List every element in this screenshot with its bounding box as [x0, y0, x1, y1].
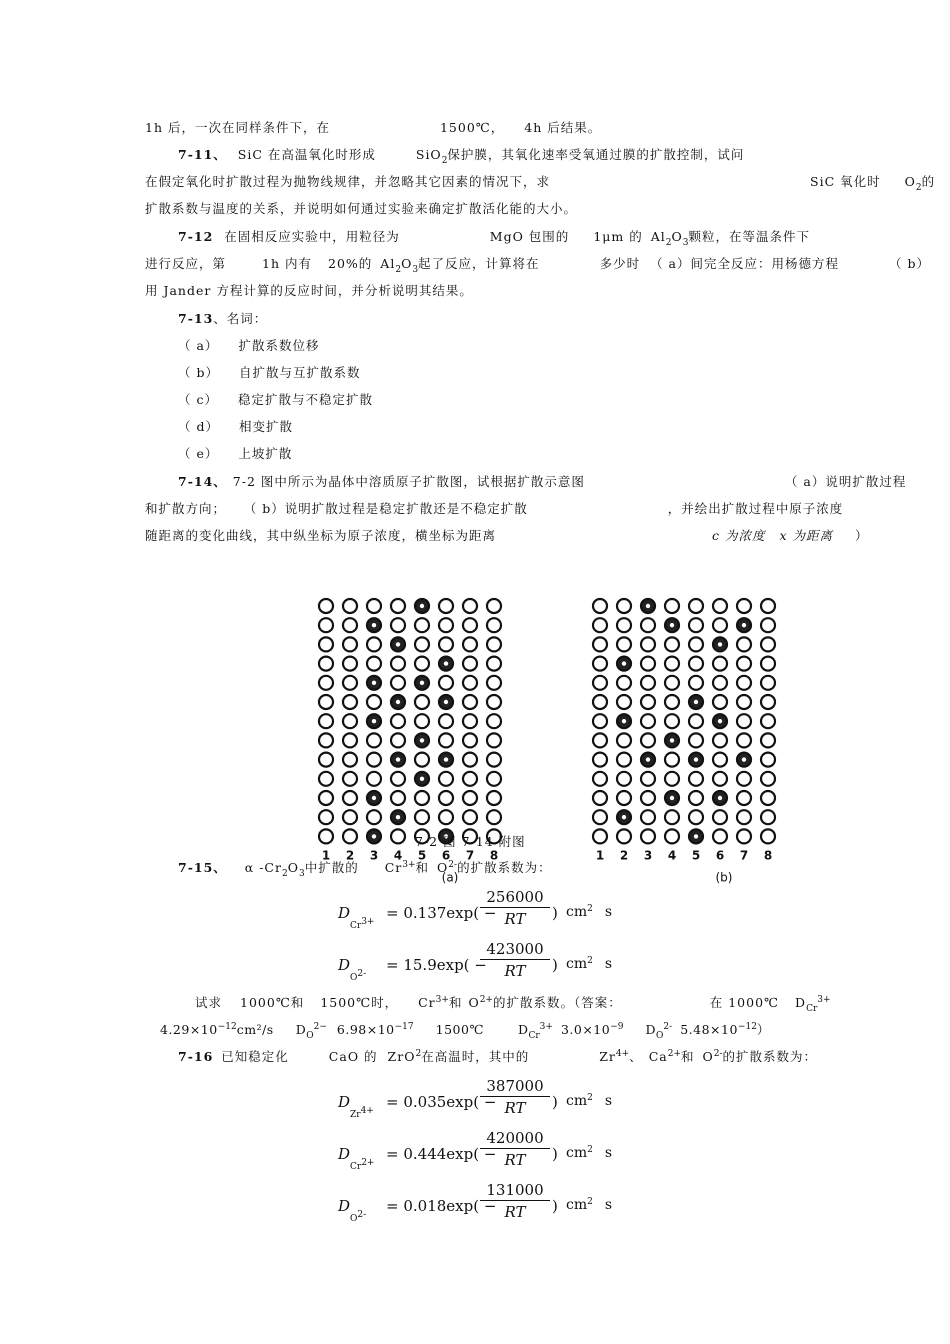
solvent-atom	[761, 753, 775, 767]
solvent-atom	[665, 829, 679, 843]
solute-atom-highlight	[694, 757, 698, 761]
eq-post: )	[552, 956, 558, 974]
solvent-atom	[689, 791, 703, 805]
solvent-atom	[689, 657, 703, 671]
eq-pre: = 0.444exp( −	[386, 1145, 497, 1163]
solvent-atom	[463, 791, 477, 805]
solvent-atom	[737, 599, 751, 613]
solvent-atom	[487, 676, 501, 690]
solvent-atom	[319, 733, 333, 747]
column-number: 8	[489, 848, 499, 863]
solvent-atom	[439, 791, 453, 805]
solute-atom-highlight	[396, 642, 400, 646]
solvent-atom	[343, 618, 357, 632]
solvent-atom	[617, 676, 631, 690]
solvent-atom	[415, 791, 429, 805]
solvent-atom	[665, 753, 679, 767]
solvent-atom	[487, 618, 501, 632]
solvent-atom	[463, 753, 477, 767]
solvent-atom	[463, 810, 477, 824]
problem-7-11-line3: 扩散系数与温度的关系，并说明如何通过实验来确定扩散活化能的大小。	[145, 201, 578, 216]
solvent-atom	[391, 676, 405, 690]
column-number: 2	[345, 848, 355, 863]
solvent-atom	[463, 618, 477, 632]
eq-fraction: $\frac{420000}{RT}$	[480, 1129, 550, 1169]
column-number: 2	[619, 848, 629, 863]
solvent-atom	[689, 599, 703, 613]
subfigure-label: (a)	[441, 870, 459, 885]
solvent-atom	[463, 599, 477, 613]
column-number: 1	[321, 848, 331, 863]
problem-7-14-line2: 和扩散方向； （ b）说明扩散过程是稳定扩散还是不稳定扩散 ，并绘出扩散过程中原子浓度	[145, 501, 844, 516]
solvent-atom	[593, 695, 607, 709]
solvent-atom	[617, 791, 631, 805]
solvent-atom	[617, 829, 631, 843]
solvent-atom	[439, 599, 453, 613]
solvent-atom	[367, 695, 381, 709]
solute-atom-highlight	[670, 738, 674, 742]
solvent-atom	[665, 772, 679, 786]
problem-7-15-question: 试求 1000℃和 1500℃时， $Cr^{3+}$和 $O^{2+}$的扩散系数。（答案： 在 1000℃ $D_{Cr}^{3+}$	[195, 995, 831, 1014]
solute-atom-highlight	[444, 700, 448, 704]
solvent-atom	[761, 618, 775, 632]
solvent-atom	[391, 618, 405, 632]
column-number: 7	[465, 848, 475, 863]
solvent-atom	[737, 714, 751, 728]
eq-post: )	[552, 1197, 558, 1215]
solvent-atom	[737, 791, 751, 805]
solvent-atom	[391, 599, 405, 613]
solute-atom-highlight	[718, 719, 722, 723]
solvent-atom	[665, 599, 679, 613]
subfigure-label: (b)	[715, 870, 733, 885]
column-number: 8	[763, 848, 773, 863]
solvent-atom	[439, 676, 453, 690]
eq-pre: = 0.137exp( −	[386, 904, 497, 922]
solvent-atom	[617, 733, 631, 747]
eq-d: D	[338, 904, 351, 922]
solvent-atom	[641, 714, 655, 728]
solvent-atom	[391, 772, 405, 786]
solvent-atom	[761, 676, 775, 690]
solvent-atom	[415, 810, 429, 824]
solvent-atom	[617, 618, 631, 632]
solvent-atom	[463, 657, 477, 671]
eq-pre: = 15.9exp( −	[386, 956, 487, 974]
solvent-atom	[689, 772, 703, 786]
solute-atom-highlight	[694, 834, 698, 838]
solvent-atom	[593, 829, 607, 843]
solvent-atom	[641, 676, 655, 690]
solute-atom-highlight	[372, 719, 376, 723]
solvent-atom	[617, 753, 631, 767]
solvent-atom	[641, 791, 655, 805]
solute-atom-highlight	[372, 834, 376, 838]
solvent-atom	[415, 753, 429, 767]
solute-atom-highlight	[420, 777, 424, 781]
solvent-atom	[487, 714, 501, 728]
solvent-atom	[641, 618, 655, 632]
solvent-atom	[343, 810, 357, 824]
solvent-atom	[463, 637, 477, 651]
solute-atom-highlight	[372, 623, 376, 627]
solvent-atom	[713, 753, 727, 767]
solvent-atom	[593, 618, 607, 632]
problem-7-11-line2: 在假定氧化时扩散过程为抛物线规律，并忽略其它因素的情况下，求 SiC 氧化时 $O_2$的	[145, 174, 936, 193]
solvent-atom	[319, 657, 333, 671]
eq-d: D	[338, 956, 351, 974]
eq-unit: $cm^2$ s	[566, 1093, 613, 1109]
problem-7-12-line2: 进行反应，第 1h 内有 20%的 $Al_2O_3$起了反应，计算将在 多少时 （ a）间完全反应：用杨德方程 （ b）	[145, 256, 931, 275]
eq-unit: $cm^2$ s	[566, 1145, 613, 1161]
eq-d-sub: Cr2+	[350, 1158, 375, 1172]
column-number: 6	[441, 848, 451, 863]
solvent-atom	[319, 772, 333, 786]
solvent-atom	[343, 599, 357, 613]
line-1: 1h 后，一次在同样条件下，在 1500℃， 4h 后结果。	[145, 120, 602, 135]
solvent-atom	[641, 657, 655, 671]
solvent-atom	[593, 657, 607, 671]
solvent-atom	[439, 618, 453, 632]
solvent-atom	[463, 676, 477, 690]
list-item: （ b） 自扩散与互扩散系数	[178, 365, 361, 380]
solvent-atom	[343, 753, 357, 767]
column-number: 4	[667, 848, 677, 863]
solvent-atom	[593, 599, 607, 613]
solvent-atom	[391, 829, 405, 843]
column-number: 5	[691, 848, 701, 863]
eq-fraction: $\frac{256000}{RT}$	[480, 888, 550, 928]
solvent-atom	[737, 829, 751, 843]
solvent-atom	[665, 714, 679, 728]
solvent-atom	[367, 599, 381, 613]
solvent-atom	[319, 695, 333, 709]
problem-7-14-line3: 随距离的变化曲线，其中纵坐标为原子浓度，横坐标为距离 c 为浓度 x 为距离 ）	[145, 528, 869, 543]
solute-atom-highlight	[718, 796, 722, 800]
eq-d: D	[338, 1093, 351, 1111]
solvent-atom	[761, 791, 775, 805]
solvent-atom	[641, 772, 655, 786]
solvent-atom	[737, 676, 751, 690]
solvent-atom	[415, 618, 429, 632]
eq-unit: $cm^2$ s	[566, 1197, 613, 1213]
solvent-atom	[487, 733, 501, 747]
solvent-atom	[641, 733, 655, 747]
eq-d-sub: O2-	[350, 1210, 367, 1224]
solvent-atom	[593, 637, 607, 651]
solute-atom-highlight	[420, 604, 424, 608]
solvent-atom	[689, 714, 703, 728]
solvent-atom	[665, 810, 679, 824]
solvent-atom	[319, 829, 333, 843]
solvent-atom	[641, 695, 655, 709]
solvent-atom	[343, 714, 357, 728]
solvent-atom	[463, 733, 477, 747]
eq-d-sub: O2-	[350, 969, 367, 983]
solvent-atom	[343, 772, 357, 786]
eq-pre: = 0.018exp( −	[386, 1197, 497, 1215]
solute-atom-highlight	[396, 815, 400, 819]
solvent-atom	[665, 695, 679, 709]
solvent-atom	[617, 599, 631, 613]
solvent-atom	[343, 695, 357, 709]
problem-7-14: 7-14、 7-2 图中所示为晶体中溶质原子扩散图，试根据扩散示意图 （ a）说明扩散过程	[178, 474, 907, 489]
solvent-atom	[487, 695, 501, 709]
solvent-atom	[487, 753, 501, 767]
eq-d: D	[338, 1197, 351, 1215]
solute-atom-highlight	[444, 661, 448, 665]
eq-d-sub: Cr3+	[350, 917, 375, 931]
solvent-atom	[487, 772, 501, 786]
solvent-atom	[761, 637, 775, 651]
solvent-atom	[367, 772, 381, 786]
solvent-atom	[439, 733, 453, 747]
solvent-atom	[487, 657, 501, 671]
solvent-atom	[343, 791, 357, 805]
solvent-atom	[761, 714, 775, 728]
solute-atom-highlight	[622, 719, 626, 723]
column-number: 3	[369, 848, 379, 863]
solvent-atom	[713, 733, 727, 747]
solvent-atom	[593, 714, 607, 728]
solvent-atom	[737, 772, 751, 786]
solvent-atom	[617, 695, 631, 709]
solute-atom-highlight	[718, 642, 722, 646]
solvent-atom	[593, 753, 607, 767]
solvent-atom	[641, 829, 655, 843]
solvent-atom	[487, 637, 501, 651]
solvent-atom	[737, 695, 751, 709]
solvent-atom	[319, 637, 333, 651]
solvent-atom	[343, 676, 357, 690]
solvent-atom	[641, 810, 655, 824]
solute-atom-highlight	[670, 796, 674, 800]
solvent-atom	[391, 733, 405, 747]
eq-fraction: $\frac{387000}{RT}$	[480, 1077, 550, 1117]
solvent-atom	[439, 810, 453, 824]
solute-atom-highlight	[396, 757, 400, 761]
solvent-atom	[343, 637, 357, 651]
solvent-atom	[713, 695, 727, 709]
solvent-atom	[737, 637, 751, 651]
solute-atom-highlight	[742, 757, 746, 761]
solvent-atom	[439, 637, 453, 651]
solvent-atom	[761, 695, 775, 709]
solvent-atom	[391, 657, 405, 671]
solvent-atom	[487, 599, 501, 613]
solvent-atom	[665, 637, 679, 651]
solvent-atom	[367, 810, 381, 824]
solvent-atom	[367, 637, 381, 651]
solvent-atom	[415, 695, 429, 709]
solvent-atom	[463, 714, 477, 728]
solvent-atom	[319, 714, 333, 728]
solvent-atom	[319, 753, 333, 767]
column-number: 7	[739, 848, 749, 863]
list-item: （ e） 上坡扩散	[178, 446, 293, 461]
solvent-atom	[761, 772, 775, 786]
solvent-atom	[665, 657, 679, 671]
solvent-atom	[641, 637, 655, 651]
solvent-atom	[367, 733, 381, 747]
solvent-atom	[737, 810, 751, 824]
problem-7-16: 7-16 已知稳定化 CaO 的 ZrO$^2$在高温时，其中的 $Zr^{4+}$、 $Ca^{2+}$和 $O^{2-}$的扩散系数为：	[178, 1049, 818, 1064]
solvent-atom	[319, 810, 333, 824]
solvent-atom	[761, 733, 775, 747]
eq-d-sub: Zr4+	[350, 1106, 374, 1120]
solvent-atom	[343, 733, 357, 747]
solvent-atom	[617, 637, 631, 651]
solvent-atom	[593, 676, 607, 690]
problem-7-12-line3: 用 Jander 方程计算的反应时间，并分析说明其结果。	[145, 283, 473, 298]
column-number: 5	[417, 848, 427, 863]
solvent-atom	[463, 772, 477, 786]
solvent-atom	[689, 676, 703, 690]
solvent-atom	[391, 714, 405, 728]
solvent-atom	[689, 618, 703, 632]
eq-post: )	[552, 904, 558, 922]
solvent-atom	[463, 695, 477, 709]
solvent-atom	[713, 618, 727, 632]
solvent-atom	[391, 791, 405, 805]
eq-post: )	[552, 1145, 558, 1163]
solvent-atom	[319, 618, 333, 632]
solvent-atom	[487, 810, 501, 824]
solute-atom-highlight	[694, 700, 698, 704]
solute-atom-highlight	[372, 681, 376, 685]
eq-post: )	[552, 1093, 558, 1111]
solvent-atom	[737, 733, 751, 747]
solute-atom-highlight	[420, 681, 424, 685]
solvent-atom	[343, 657, 357, 671]
eq-d: D	[338, 1145, 351, 1163]
solvent-atom	[713, 810, 727, 824]
problem-7-13: 7-13、名词：	[178, 311, 268, 326]
solvent-atom	[713, 829, 727, 843]
solvent-atom	[415, 637, 429, 651]
solvent-atom	[689, 810, 703, 824]
problem-7-12: 7-12 在固相反应实验中，用粒径为 MgO 包围的 1μm 的 $Al_2O_3$颗粒，在等温条件下	[178, 229, 810, 248]
solute-atom-highlight	[670, 623, 674, 627]
solvent-atom	[593, 772, 607, 786]
solvent-atom	[761, 829, 775, 843]
column-number: 6	[715, 848, 725, 863]
solute-atom-highlight	[420, 738, 424, 742]
list-item: （ c） 稳定扩散与不稳定扩散	[178, 392, 373, 407]
solvent-atom	[415, 714, 429, 728]
eq-unit: $cm^2$ s	[566, 956, 613, 972]
solvent-atom	[319, 599, 333, 613]
eq-pre: = 0.035exp( −	[386, 1093, 497, 1111]
list-item: （ d） 相变扩散	[178, 419, 293, 434]
solvent-atom	[713, 657, 727, 671]
solute-atom-highlight	[444, 757, 448, 761]
solvent-atom	[689, 637, 703, 651]
column-number: 1	[595, 848, 605, 863]
solute-atom-highlight	[742, 623, 746, 627]
figure-caption: 7-2 图 7-14 附图	[415, 834, 526, 849]
solvent-atom	[343, 829, 357, 843]
solvent-atom	[761, 810, 775, 824]
solute-atom-highlight	[646, 757, 650, 761]
solvent-atom	[319, 791, 333, 805]
solvent-atom	[689, 733, 703, 747]
problem-7-15: 7-15、 α $-Cr_2O_3$中扩散的 $Cr^{3+}$和 $O^{2-}$的扩散系数为：	[178, 860, 552, 879]
solvent-atom	[761, 599, 775, 613]
solvent-atom	[761, 657, 775, 671]
column-number: 3	[643, 848, 653, 863]
solvent-atom	[593, 733, 607, 747]
solvent-atom	[665, 676, 679, 690]
solvent-atom	[713, 772, 727, 786]
solvent-atom	[439, 714, 453, 728]
solute-atom-highlight	[622, 815, 626, 819]
solute-atom-highlight	[622, 661, 626, 665]
solute-atom-highlight	[372, 796, 376, 800]
list-item: （ a） 扩散系数位移	[178, 338, 320, 353]
eq-unit: $cm^2$ s	[566, 904, 613, 920]
problem-7-15-answer: $4.29\times 10^{-12}cm^2/s$ $D_O^{2-}$ $6.98\times 10^{-17}$ 1500℃ $D_{Cr}^{3+}$ $3.0\times 10^{-9}$ $D_O^{2-}$ $5.48\times 10^{-12}$）	[160, 1022, 770, 1041]
solute-atom-highlight	[646, 604, 650, 608]
solvent-atom	[713, 599, 727, 613]
solvent-atom	[319, 676, 333, 690]
column-number: 4	[393, 848, 403, 863]
solvent-atom	[487, 791, 501, 805]
solvent-atom	[713, 676, 727, 690]
solvent-atom	[439, 772, 453, 786]
eq-fraction: $\frac{131000}{RT}$	[480, 1181, 550, 1221]
solvent-atom	[367, 753, 381, 767]
solvent-atom	[617, 772, 631, 786]
eq-fraction: $\frac{423000}{RT}$	[480, 940, 550, 980]
solvent-atom	[415, 657, 429, 671]
problem-7-11: 7-11、 SiC 在高温氧化时形成 SiO$_2$保护膜，其氧化速率受氧通过膜的扩散控制，试问	[178, 147, 745, 166]
solvent-atom	[367, 657, 381, 671]
solvent-atom	[737, 657, 751, 671]
solvent-atom	[593, 791, 607, 805]
solute-atom-highlight	[396, 700, 400, 704]
solvent-atom	[593, 810, 607, 824]
